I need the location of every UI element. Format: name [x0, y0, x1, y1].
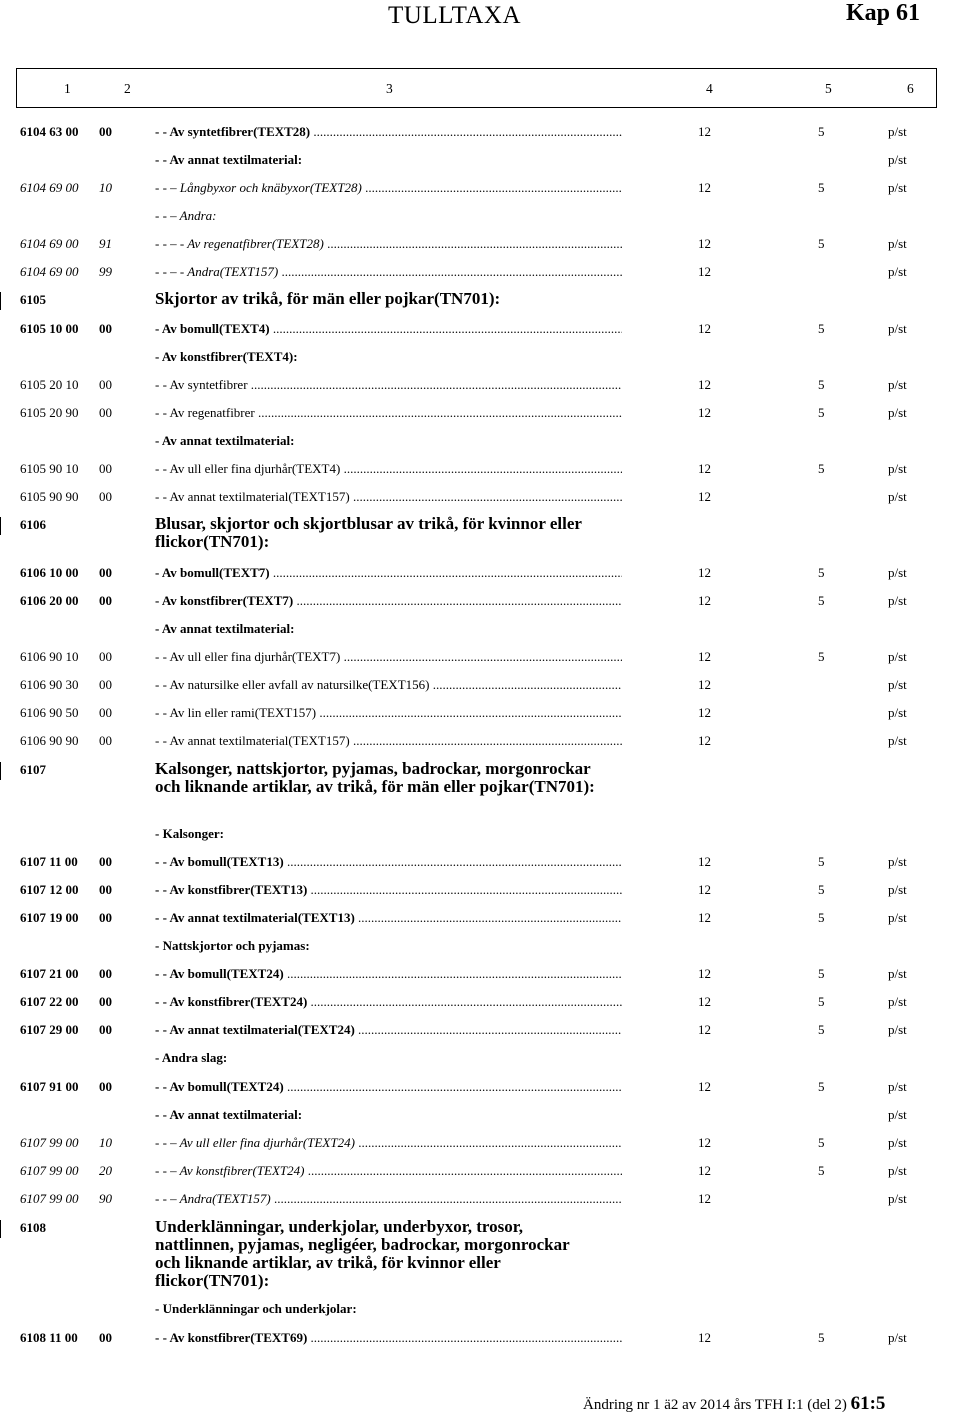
unit: p/st — [888, 882, 907, 897]
duty-rate: 12 — [698, 966, 711, 981]
tariff-code: 6107 99 00 — [20, 1163, 79, 1178]
unit: p/st — [888, 705, 907, 720]
chapter-label: Kap 61 — [845, 0, 920, 26]
statistical-suffix: 10 — [99, 1135, 112, 1150]
item-description: - - – - Av regenatfibrer(TEXT28) ..... — [155, 236, 622, 252]
statistical-suffix: 00 — [99, 593, 112, 608]
statistical-suffix: 20 — [99, 1163, 112, 1178]
column-header-6: 6 — [907, 81, 914, 96]
tariff-code: 6105 10 00 — [20, 321, 79, 336]
reduced-rate: 5 — [818, 994, 825, 1009]
unit: p/st — [888, 649, 907, 664]
tariff-code: 6104 69 00 — [20, 236, 79, 251]
tariff-code: 6107 — [20, 762, 46, 777]
tariff-code: 6107 22 00 — [20, 994, 79, 1009]
item-description: Underklänningar, underkjolar, underbyxor, trosor, nattlinnen, pyjamas, negligéer, badrockar, morgonrockar och liknande artiklar, av trikå, för kvinnor eller flickor(TN701): — [155, 1218, 570, 1290]
tariff-code: 6106 90 90 — [20, 733, 79, 748]
reduced-rate: 5 — [818, 1330, 825, 1345]
unit: p/st — [888, 124, 907, 139]
unit: p/st — [888, 405, 907, 420]
statistical-suffix: 00 — [99, 489, 112, 504]
duty-rate: 12 — [698, 377, 711, 392]
tariff-code: 6106 20 00 — [20, 593, 79, 608]
duty-rate: 12 — [698, 565, 711, 580]
unit: p/st — [888, 565, 907, 580]
duty-rate: 12 — [698, 994, 711, 1009]
footer-text: Ändring nr 1 ä2 av 2014 års TFH I:1 (del 2) — [583, 1397, 847, 1413]
reduced-rate: 5 — [818, 180, 825, 195]
duty-rate: 12 — [698, 180, 711, 195]
change-marker — [0, 762, 1, 780]
item-description: - - Av ull eller fina djurhår(TEXT4) ..... — [155, 461, 622, 477]
unit: p/st — [888, 994, 907, 1009]
tariff-code: 6105 20 10 — [20, 377, 79, 392]
statistical-suffix: 00 — [99, 882, 112, 897]
unit: p/st — [888, 677, 907, 692]
item-description: - - Av natursilke eller avfall av natursilke(TEXT156) ..... — [155, 677, 622, 693]
tariff-code: 6105 90 90 — [20, 489, 79, 504]
reduced-rate: 5 — [818, 649, 825, 664]
tariff-code: 6106 90 50 — [20, 705, 79, 720]
statistical-suffix: 00 — [99, 1022, 112, 1037]
column-header-5: 5 — [825, 81, 832, 96]
statistical-suffix: 00 — [99, 565, 112, 580]
statistical-suffix: 00 — [99, 733, 112, 748]
item-description: Blusar, skjortor och skjortblusar av trikå, för kvinnor eller flickor(TN701): — [155, 515, 582, 551]
item-description: - Underklänningar och underkjolar: — [155, 1301, 357, 1316]
change-marker — [0, 292, 1, 310]
tariff-code: 6105 — [20, 292, 46, 307]
unit: p/st — [888, 180, 907, 195]
reduced-rate: 5 — [818, 593, 825, 608]
column-header-3: 3 — [386, 81, 393, 96]
page-number: 61:5 — [850, 1393, 886, 1414]
reduced-rate: 5 — [818, 854, 825, 869]
item-description: - - Av konstfibrer(TEXT24) ..... — [155, 994, 622, 1010]
item-description: - Av bomull(TEXT7) ..... — [155, 565, 622, 581]
duty-rate: 12 — [698, 236, 711, 251]
document-title: TULLTAXA — [388, 2, 522, 29]
item-description: - - Av bomull(TEXT13) ..... — [155, 854, 622, 870]
item-description: - - Av konstfibrer(TEXT69) ..... — [155, 1330, 622, 1346]
unit: p/st — [888, 264, 907, 279]
reduced-rate: 5 — [818, 1163, 825, 1178]
duty-rate: 12 — [698, 733, 711, 748]
duty-rate: 12 — [698, 593, 711, 608]
statistical-suffix: 00 — [99, 377, 112, 392]
statistical-suffix: 00 — [99, 124, 112, 139]
unit: p/st — [888, 854, 907, 869]
duty-rate: 12 — [698, 489, 711, 504]
item-description: - Av annat textilmaterial: — [155, 433, 295, 448]
reduced-rate: 5 — [818, 321, 825, 336]
duty-rate: 12 — [698, 910, 711, 925]
column-header-2: 2 — [124, 81, 131, 96]
tariff-code: 6104 69 00 — [20, 264, 79, 279]
unit: p/st — [888, 321, 907, 336]
item-description: - Nattskjortor och pyjamas: — [155, 938, 310, 953]
item-description: - - Av syntetfibrer(TEXT28) ..... — [155, 124, 622, 140]
item-description: - Andra slag: — [155, 1050, 228, 1065]
duty-rate: 12 — [698, 1079, 711, 1094]
statistical-suffix: 00 — [99, 405, 112, 420]
tariff-code: 6107 11 00 — [20, 854, 78, 869]
reduced-rate: 5 — [818, 461, 825, 476]
statistical-suffix: 00 — [99, 1079, 112, 1094]
statistical-suffix: 00 — [99, 461, 112, 476]
unit: p/st — [888, 1079, 907, 1094]
statistical-suffix: 91 — [99, 236, 112, 251]
duty-rate: 12 — [698, 1135, 711, 1150]
unit: p/st — [888, 1135, 907, 1150]
tariff-code: 6105 20 90 — [20, 405, 79, 420]
reduced-rate: 5 — [818, 405, 825, 420]
unit: p/st — [888, 593, 907, 608]
item-description: - - – Av ull eller fina djurhår(TEXT24) ..... — [155, 1135, 622, 1151]
tariff-code: 6106 10 00 — [20, 565, 79, 580]
item-description: - Av annat textilmaterial: — [155, 621, 295, 636]
duty-rate: 12 — [698, 649, 711, 664]
item-description: - Kalsonger: — [155, 826, 224, 841]
duty-rate: 12 — [698, 461, 711, 476]
tariff-code: 6107 12 00 — [20, 882, 79, 897]
reduced-rate: 5 — [818, 236, 825, 251]
item-description: - - Av annat textilmaterial(TEXT13) ..... — [155, 910, 622, 926]
item-description: - - Av lin eller rami(TEXT157) ..... — [155, 705, 622, 721]
statistical-suffix: 00 — [99, 910, 112, 925]
statistical-suffix: 00 — [99, 705, 112, 720]
item-description: - - – Andra(TEXT157) ..... — [155, 1191, 622, 1207]
tariff-code: 6104 63 00 — [20, 124, 79, 139]
column-header-4: 4 — [706, 81, 713, 96]
duty-rate: 12 — [698, 1191, 711, 1206]
reduced-rate: 5 — [818, 565, 825, 580]
reduced-rate: 5 — [818, 377, 825, 392]
unit: p/st — [888, 733, 907, 748]
item-description: - - Av syntetfibrer ..... — [155, 377, 622, 393]
unit: p/st — [888, 966, 907, 981]
item-description: - Av konstfibrer(TEXT7) ..... — [155, 593, 622, 609]
reduced-rate: 5 — [818, 966, 825, 981]
item-description: - - Av annat textilmaterial(TEXT157) ..... — [155, 489, 622, 505]
item-description: - - – Andra: — [155, 208, 217, 223]
statistical-suffix: 99 — [99, 264, 112, 279]
unit: p/st — [888, 489, 907, 504]
item-description: - - – Av konstfibrer(TEXT24) ..... — [155, 1163, 622, 1179]
item-description: - - Av bomull(TEXT24) ..... — [155, 1079, 622, 1095]
item-description: Skjortor av trikå, för män eller pojkar(TN701): — [155, 290, 501, 308]
unit: p/st — [888, 1022, 907, 1037]
statistical-suffix: 10 — [99, 180, 112, 195]
tariff-code: 6106 90 30 — [20, 677, 79, 692]
reduced-rate: 5 — [818, 124, 825, 139]
tariff-code: 6107 91 00 — [20, 1079, 79, 1094]
item-description: - - Av regenatfibrer ..... — [155, 405, 622, 421]
tariff-code: 6107 29 00 — [20, 1022, 79, 1037]
statistical-suffix: 00 — [99, 649, 112, 664]
tariff-code: 6107 19 00 — [20, 910, 79, 925]
tariff-code: 6104 69 00 — [20, 180, 79, 195]
reduced-rate: 5 — [818, 882, 825, 897]
tariff-code: 6108 11 00 — [20, 1330, 78, 1345]
unit: p/st — [888, 461, 907, 476]
reduced-rate: 5 — [818, 1022, 825, 1037]
tariff-code: 6105 90 10 — [20, 461, 79, 476]
duty-rate: 12 — [698, 705, 711, 720]
tariff-code: 6108 — [20, 1220, 46, 1235]
unit: p/st — [888, 236, 907, 251]
duty-rate: 12 — [698, 1022, 711, 1037]
item-description: - - – - Andra(TEXT157) ..... — [155, 264, 622, 280]
duty-rate: 12 — [698, 1163, 711, 1178]
duty-rate: 12 — [698, 677, 711, 692]
tariff-code: 6107 99 00 — [20, 1191, 79, 1206]
unit: p/st — [888, 1163, 907, 1178]
statistical-suffix: 00 — [99, 677, 112, 692]
tariff-code: 6106 90 10 — [20, 649, 79, 664]
duty-rate: 12 — [698, 405, 711, 420]
reduced-rate: 5 — [818, 1079, 825, 1094]
item-description: - - – Långbyxor och knäbyxor(TEXT28) ..... — [155, 180, 622, 196]
item-description: - - Av konstfibrer(TEXT13) ..... — [155, 882, 622, 898]
item-description: - Av bomull(TEXT4) ..... — [155, 321, 622, 337]
item-description: - - Av annat textilmaterial: — [155, 152, 303, 167]
statistical-suffix: 90 — [99, 1191, 112, 1206]
statistical-suffix: 00 — [99, 1330, 112, 1345]
page-footer — [583, 1393, 885, 1415]
tariff-code: 6107 99 00 — [20, 1135, 79, 1150]
statistical-suffix: 00 — [99, 321, 112, 336]
reduced-rate: 5 — [818, 910, 825, 925]
duty-rate: 12 — [698, 264, 711, 279]
duty-rate: 12 — [698, 1330, 711, 1345]
item-description: - - Av annat textilmaterial(TEXT157) ..... — [155, 733, 622, 749]
item-description: - - Av annat textilmaterial: — [155, 1107, 303, 1122]
unit: p/st — [888, 1330, 907, 1345]
unit: p/st — [888, 1191, 907, 1206]
item-description: Kalsonger, nattskjortor, pyjamas, badrockar, morgonrockar och liknande artiklar, av trikå, för män eller pojkar(TN701): — [155, 760, 595, 796]
change-marker — [0, 517, 1, 535]
column-header-1: 1 — [64, 81, 71, 96]
item-description: - - Av ull eller fina djurhår(TEXT7) ..... — [155, 649, 622, 665]
unit: p/st — [888, 377, 907, 392]
unit: p/st — [888, 910, 907, 925]
statistical-suffix: 00 — [99, 966, 112, 981]
tariff-code: 6106 — [20, 517, 46, 532]
unit: p/st — [888, 1107, 907, 1122]
statistical-suffix: 00 — [99, 854, 112, 869]
reduced-rate: 5 — [818, 1135, 825, 1150]
item-description: - Av konstfibrer(TEXT4): — [155, 349, 298, 364]
statistical-suffix: 00 — [99, 994, 112, 1009]
duty-rate: 12 — [698, 124, 711, 139]
duty-rate: 12 — [698, 321, 711, 336]
item-description: - - Av annat textilmaterial(TEXT24) ..... — [155, 1022, 622, 1038]
tariff-code: 6107 21 00 — [20, 966, 79, 981]
item-description: - - Av bomull(TEXT24) ..... — [155, 966, 622, 982]
duty-rate: 12 — [698, 854, 711, 869]
duty-rate: 12 — [698, 882, 711, 897]
unit: p/st — [888, 152, 907, 167]
change-marker — [0, 1220, 1, 1238]
